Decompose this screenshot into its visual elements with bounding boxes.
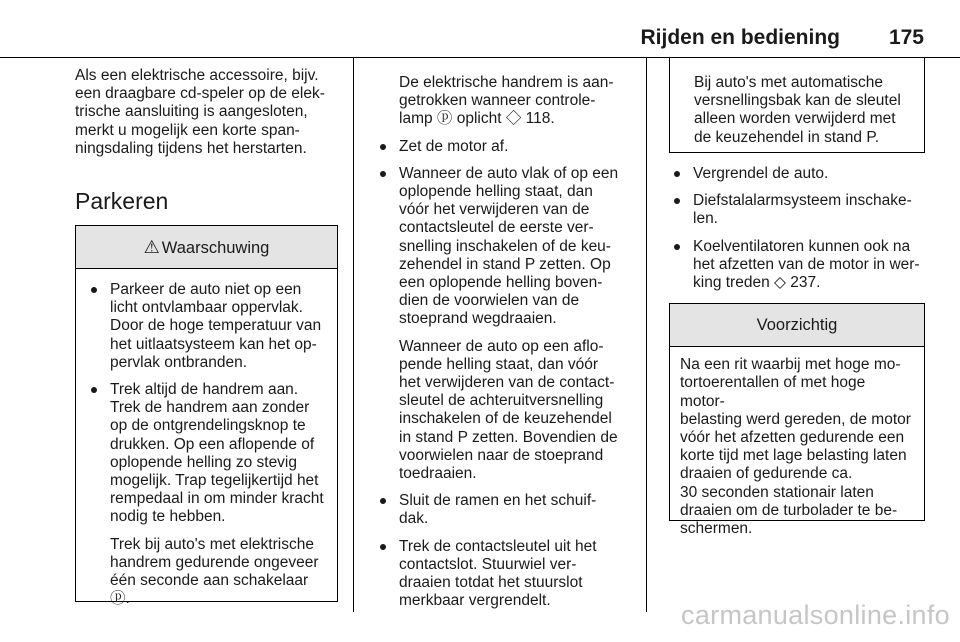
middle-intro: De elektrische handrem is aan- getrokken wanneer controle- lamp ⓟ oplicht ◇ 118. bbox=[399, 74, 614, 128]
right-column bbox=[669, 58, 925, 538]
right-steps-list bbox=[669, 165, 925, 292]
page-header-title: Rijden en bediening bbox=[640, 26, 840, 49]
section-title: Parkeren bbox=[75, 188, 169, 215]
warning-body bbox=[76, 269, 337, 633]
warning-header bbox=[76, 226, 337, 269]
watermark: carmanualsonline.info bbox=[681, 600, 950, 630]
warning-list bbox=[86, 281, 327, 608]
list-item: Trek de contactsleutel uit het contactslot. Stuurwiel ver- draaien totdat het stuurslot merkbaar vergrendelt. bbox=[375, 538, 625, 611]
warning-title: Waarschuwing bbox=[161, 239, 270, 258]
list-item: Vergrendel de auto. bbox=[669, 165, 925, 183]
intro-paragraph: Als een elektrische accessoire, bijv. een draagbare cd-speler op de elek- trische aansluiting is aangesloten, merkt u mogelijk een korte span- ningsdaling tijdens het herstarten. bbox=[75, 67, 325, 157]
automatic-note-box bbox=[669, 58, 925, 153]
list-item: Diefstalalarmsysteem inschake- len. bbox=[669, 192, 925, 228]
caution-box bbox=[669, 303, 925, 538]
middle-column bbox=[375, 74, 625, 619]
automatic-note-text: Bij auto's met automatische versnellingsbak kan de sleutel alleen worden verwijderd met de keuzehendel in stand P. bbox=[694, 74, 901, 146]
list-item: Zet de motor af. bbox=[375, 138, 625, 156]
list-item: Trek altijd de handrem aan. Trek de handrem aan zonder op de ontgrendelingsknop te drukken. Op een aflopende of oplopende helling zo stevig mogelijk. Trap tegelijkertijd het rempedaal in om minder kracht nodig te hebben. Trek bij auto's met elektrische handrem gedurende ongeveer één seconde aan schakelaar ⓟ. bbox=[86, 381, 327, 608]
list-item: Wanneer de auto vlak of op een oplopende helling staat, dan vóór het verwijderen van de contactsleutel de eerste ver- snelling inschakelen of de keu- zehendel in stand P zetten. Op een oplopende helling boven- dien de voorwielen van de stoeprand wegdraaien. Wanneer de auto op een aflo- pende helling staat, dan vóór het verwijderen van de contact- sleutel de achteruitversnelling inschakelen of de keuzehendel in stand P zetten. Bovendien de voorwielen naar de stoeprand toedraaien. bbox=[375, 165, 625, 483]
page-number: 175 bbox=[888, 26, 924, 49]
list-item-continuation: Wanneer de auto op een aflo- pende helling staat, dan vóór het verwijderen van de contact- sleutel de achteruitversnelling inschakelen of de keuzehendel in stand P zetten. Bovendien de voorwielen naar de stoeprand toedraaien. bbox=[399, 337, 618, 483]
parking-steps-list bbox=[375, 138, 625, 611]
warning-box bbox=[75, 225, 338, 608]
column-divider-right bbox=[646, 58, 647, 612]
list-item: Sluit de ramen en het schuif- dak. bbox=[375, 492, 625, 528]
list-item: Koelventilatoren kunnen ook na het afzetten van de motor in wer- king treden ◇ 237. bbox=[669, 238, 925, 293]
caution-header: Voorzichtig bbox=[670, 304, 924, 347]
list-item: Parkeer de auto niet op een licht ontvlambaar oppervlak. Door de hoge temperatuur van het uitlaatsysteem kan het op- pervlak ontbranden. bbox=[86, 281, 327, 372]
column-divider-left bbox=[353, 58, 354, 612]
list-item-continuation: Trek bij auto's met elektrische handrem gedurende ongeveer één seconde aan schakelaar ⓟ. bbox=[110, 535, 319, 608]
left-column bbox=[75, 67, 338, 608]
warning-triangle-icon: ⚠ bbox=[143, 237, 160, 258]
caution-text: Na een rit waarbij met hoge mo- tortoerentallen of met hoge motor- belasting werd gereden, de motor vóór het afzetten gedurende een korte tijd met lage belasting laten draaien of gedurende ca. 30 seconden stationair laten draaien om de turbolader te be- schermen. bbox=[680, 356, 911, 538]
